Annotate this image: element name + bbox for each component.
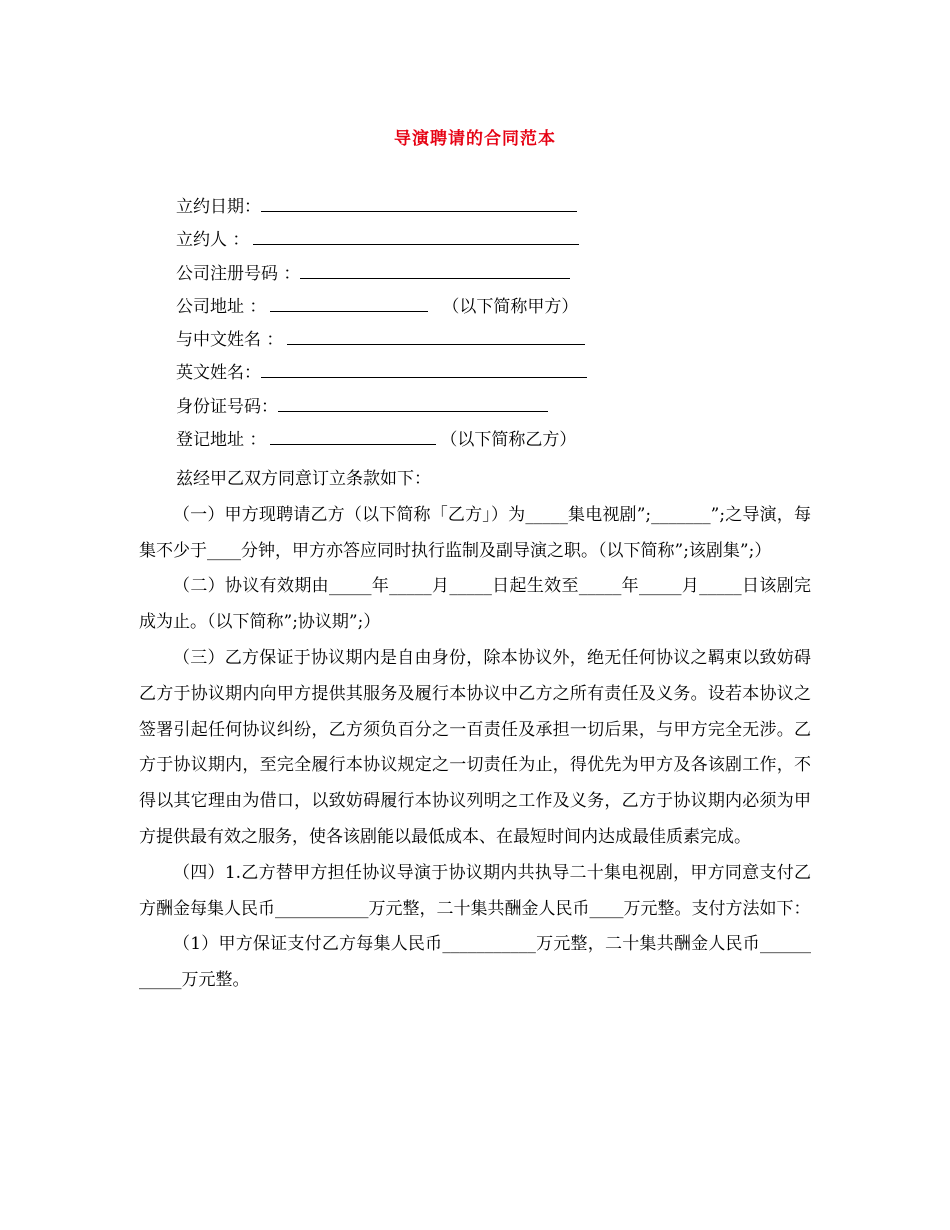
clause-4: （四）1.乙方替甲方担任协议导演于协议期内共执导二十集电视剧，甲方同意支付乙方酬金每集人民币___________万元整，二十集共酬金人民币____万元整。支付方法如下： (139, 862, 811, 919)
field-contract-date (176, 194, 816, 227)
blank-line (287, 328, 585, 345)
document-title: 导演聘请的合同范本 (394, 129, 556, 149)
field-contracting-party (176, 227, 816, 260)
field-label: 英文姓名： (176, 363, 261, 384)
field-english-name (176, 360, 816, 393)
blank-line (261, 361, 587, 378)
field-company-address (176, 294, 816, 327)
clause-3: （三）乙方保证于协议期内是自由身份，除本协议外，绝无任何协议之羁束以致妨碍乙方于协议期内向甲方提供其服务及履行本协议中乙方之所有责任及义务。设若本协议之签署引起任何协议纠纷，乙方须负百分之一百责任及承担一切后果，与甲方完全无涉。乙方于协议期内，至完全履行本协议规定之一切责任为止，得优先为甲方及各该剧工作，不得以其它理由为借口，以致妨碍履行本协议列明之工作及义务，乙方于协议期内必须为甲方提供最有效之服务，使各该剧能以最低成本、在最短时间内达成最佳质素完成。 (139, 647, 811, 847)
field-chinese-name (176, 327, 816, 360)
field-suffix: （以下简称乙方） (440, 430, 577, 451)
field-label: 立约人 ： (176, 230, 250, 251)
blank-line (261, 195, 577, 212)
field-company-reg-number (176, 261, 816, 294)
field-suffix: （以下简称甲方） (442, 296, 579, 317)
clause-1: （一）甲方现聘请乙方（以下简称「乙方」）为_____集电视剧”;_______”;之导演，每集不少于____分钟，甲方亦答应同时执行监制及副导演之职。（以下简称”;该剧集”;） (139, 504, 811, 561)
blank-line (270, 295, 428, 312)
clause-2: （二）协议有效期由_____年_____月_____日起生效至_____年_____月_____日该剧完成为止。（以下简称”;协议期”;） (139, 576, 811, 633)
field-label: 身份证号码： (176, 396, 278, 417)
field-label: 公司注册号码 ： (176, 263, 301, 284)
field-label: 与中文姓名 ： (176, 330, 284, 351)
field-registered-address (176, 427, 816, 460)
field-label: 登记地址 ： (176, 430, 267, 451)
field-label: 立约日期： (176, 197, 261, 217)
blank-line (300, 262, 570, 279)
blank-line (253, 228, 579, 245)
blank-line (270, 428, 436, 445)
field-id-number (176, 394, 816, 427)
clause-4-item-1: （1）甲方保证支付乙方每集人民币___________万元整，二十集共酬金人民币___________万元整。 (139, 934, 811, 991)
intro-paragraph: 兹经甲乙双方同意订立条款如下： (176, 469, 431, 489)
party-info-fields (176, 194, 816, 460)
field-label: 公司地址 ： (176, 296, 267, 317)
contract-body (139, 462, 811, 999)
blank-line (278, 395, 548, 412)
